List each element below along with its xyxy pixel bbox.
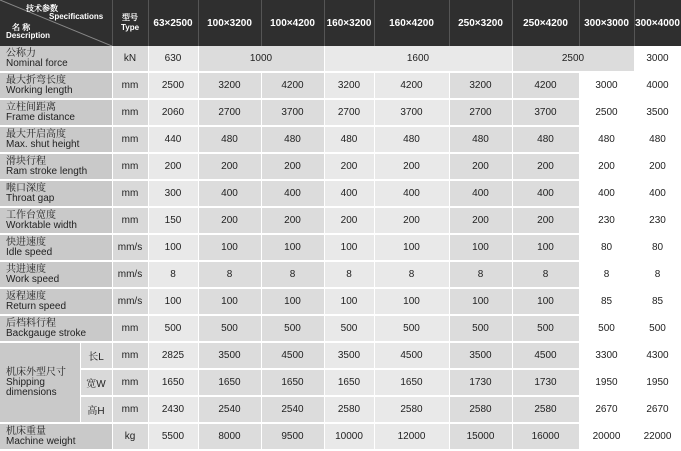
row-name: [0, 126, 112, 153]
table-cell: 4200: [374, 72, 449, 99]
table-cell: 480: [512, 126, 579, 153]
table-row: [0, 180, 681, 207]
table-cell: 12000: [374, 423, 449, 450]
table-cell: 3500: [324, 342, 374, 369]
row-name-cn: 滑块行程: [6, 155, 46, 167]
table-cell: 16000: [512, 423, 579, 450]
row-name: [0, 288, 112, 315]
header-corner: [0, 0, 112, 46]
row-name-en: Idle speed: [6, 246, 53, 258]
model-header: 63×2500: [148, 0, 198, 46]
table-cell: 4200: [261, 72, 324, 99]
table-cell: 200: [449, 153, 512, 180]
table-cell: 100: [449, 288, 512, 315]
row-unit: mm: [112, 396, 148, 423]
row-name-en: Nominal force: [6, 57, 68, 69]
table-cell: 4500: [512, 342, 579, 369]
row-name-en: Worktable width: [6, 219, 77, 231]
table-cell: 440: [148, 126, 198, 153]
table-cell: 200: [634, 153, 681, 180]
table-cell: 100: [148, 234, 198, 261]
specifications-label: Specifications: [49, 12, 104, 21]
table-cell: 630: [148, 46, 198, 72]
table-cell: 1650: [374, 369, 449, 396]
table-cell: 80: [634, 234, 681, 261]
row-name-en: Max. shut height: [6, 138, 80, 150]
row-name-en: Work speed: [6, 273, 60, 285]
table-cell: 300: [148, 180, 198, 207]
table-cell: 1730: [449, 369, 512, 396]
table-cell: 1650: [198, 369, 261, 396]
table-cell: 400: [198, 180, 261, 207]
row-name: [0, 72, 112, 99]
row-name-cn: 公称力: [6, 47, 36, 59]
table-row: [0, 46, 681, 72]
row-name-en: Ram stroke length: [6, 165, 88, 177]
row-name: [0, 423, 112, 450]
table-cell: 2500: [579, 99, 634, 126]
table-cell: 100: [324, 234, 374, 261]
table-cell: 3200: [449, 72, 512, 99]
table-cell: 200: [374, 207, 449, 234]
table-cell: 2580: [449, 396, 512, 423]
row-name: [0, 342, 80, 423]
row-sub-label: 高H: [80, 396, 112, 423]
row-name-cn: 立柱间距离: [6, 101, 56, 113]
row-name-en: Shipping: [6, 376, 45, 388]
table-cell: 1730: [512, 369, 579, 396]
table-cell: 3700: [374, 99, 449, 126]
table-cell: 100: [374, 234, 449, 261]
row-name-en: Working length: [6, 84, 73, 96]
header-row: [0, 0, 681, 46]
row-sub-label: 长L: [80, 342, 112, 369]
row-name: [0, 207, 112, 234]
table-cell: 500: [198, 315, 261, 342]
table-cell: 100: [261, 234, 324, 261]
table-cell: 400: [374, 180, 449, 207]
row-unit: mm: [112, 207, 148, 234]
table-cell: 500: [449, 315, 512, 342]
table-cell: 480: [374, 126, 449, 153]
table-cell: 8: [449, 261, 512, 288]
row-unit: mm/s: [112, 261, 148, 288]
table-cell: 2580: [512, 396, 579, 423]
table-cell: 500: [148, 315, 198, 342]
row-name-en: Machine weight: [6, 435, 76, 447]
table-cell: 100: [261, 288, 324, 315]
table-cell: 3700: [261, 99, 324, 126]
table-cell: 4300: [634, 342, 681, 369]
row-name-en: Return speed: [6, 300, 67, 312]
row-name-cn: 最大折弯长度: [6, 74, 66, 86]
table-cell: 200: [261, 153, 324, 180]
table-cell: 2670: [634, 396, 681, 423]
table-row: [0, 234, 681, 261]
row-name-cn: 快进速度: [6, 236, 46, 248]
table-cell: 2540: [261, 396, 324, 423]
row-name: [0, 180, 112, 207]
table-cell: 8: [634, 261, 681, 288]
model-header: 160×3200: [324, 0, 374, 46]
table-cell: 2825: [148, 342, 198, 369]
table-cell: 3500: [634, 99, 681, 126]
table-cell: 480: [579, 126, 634, 153]
table-cell: 200: [374, 153, 449, 180]
row-unit: mm/s: [112, 288, 148, 315]
table-cell: 230: [634, 207, 681, 234]
table-cell: 10000: [324, 423, 374, 450]
table-cell: 3200: [198, 72, 261, 99]
row-unit: kN: [112, 46, 148, 72]
table-cell: 200: [198, 153, 261, 180]
table-row: [0, 261, 681, 288]
table-cell: 9500: [261, 423, 324, 450]
row-name-cn: 喉口深度: [6, 182, 46, 194]
table-cell: 2700: [324, 99, 374, 126]
table-cell: 3000: [579, 72, 634, 99]
table-cell: 22000: [634, 423, 681, 450]
table-cell: 3500: [449, 342, 512, 369]
table-cell: 3300: [579, 342, 634, 369]
table-cell: 200: [324, 153, 374, 180]
model-header: 250×3200: [449, 0, 512, 46]
type-header: [112, 0, 148, 46]
table-cell: 480: [324, 126, 374, 153]
table-cell: 85: [579, 288, 634, 315]
tech-params-label: 技术参数: [26, 4, 58, 13]
table-cell: 400: [261, 180, 324, 207]
table-cell: 400: [324, 180, 374, 207]
table-cell: 200: [579, 153, 634, 180]
table-cell: 500: [512, 315, 579, 342]
table-row: [0, 288, 681, 315]
table-cell: 100: [512, 234, 579, 261]
row-name-cn: 共进速度: [6, 263, 46, 275]
name-cn-label: 名 称: [12, 23, 31, 32]
table-cell: 5500: [148, 423, 198, 450]
row-name-cn: 最大开启高度: [6, 128, 66, 140]
row-unit: mm: [112, 180, 148, 207]
table-cell: 200: [198, 207, 261, 234]
table-cell: 500: [324, 315, 374, 342]
row-unit: mm: [112, 126, 148, 153]
table-row: [0, 72, 681, 99]
table-cell: 100: [374, 288, 449, 315]
table-row: [0, 99, 681, 126]
row-name-cn: 机床外型尺寸: [6, 366, 66, 378]
table-cell: 2700: [198, 99, 261, 126]
table-cell: 100: [198, 234, 261, 261]
row-unit: kg: [112, 423, 148, 450]
table-row: [0, 396, 681, 423]
table-cell: 1650: [261, 369, 324, 396]
row-name: [0, 99, 112, 126]
table-cell: 2540: [198, 396, 261, 423]
table-cell: 400: [449, 180, 512, 207]
row-name-en: dimensions: [6, 386, 57, 398]
table-cell: 8: [198, 261, 261, 288]
model-header: 300×4000: [634, 0, 681, 46]
table-cell: 3500: [198, 342, 261, 369]
row-name-cn: 返程速度: [6, 290, 46, 302]
row-name: [0, 153, 112, 180]
row-unit: mm: [112, 153, 148, 180]
table-cell: 200: [324, 207, 374, 234]
table-cell: 500: [374, 315, 449, 342]
table-cell: 200: [512, 207, 579, 234]
table-cell: 3000: [634, 46, 681, 72]
table-cell: 80: [579, 234, 634, 261]
table-cell: 8: [512, 261, 579, 288]
table-cell: 200: [512, 153, 579, 180]
table-row: [0, 423, 681, 450]
row-name: [0, 234, 112, 261]
table-cell: 400: [634, 180, 681, 207]
table-cell: 4500: [374, 342, 449, 369]
table-cell: 1600: [324, 46, 512, 72]
table-cell: 8: [261, 261, 324, 288]
table-cell: 500: [579, 315, 634, 342]
table-cell: 200: [449, 207, 512, 234]
row-name-cn: 工作台宽度: [6, 209, 56, 221]
row-unit: mm: [112, 315, 148, 342]
table-cell: 100: [198, 288, 261, 315]
table-cell: 100: [512, 288, 579, 315]
table-cell: 230: [579, 207, 634, 234]
table-cell: 500: [261, 315, 324, 342]
table-cell: 8000: [198, 423, 261, 450]
model-header: 300×3000: [579, 0, 634, 46]
table-cell: 20000: [579, 423, 634, 450]
model-header: 100×3200: [198, 0, 261, 46]
table-row: [0, 315, 681, 342]
table-cell: 1650: [148, 369, 198, 396]
table-cell: 480: [261, 126, 324, 153]
table-cell: 100: [148, 288, 198, 315]
model-header: 250×4200: [512, 0, 579, 46]
table-cell: 15000: [449, 423, 512, 450]
table-row: [0, 153, 681, 180]
table-cell: 400: [579, 180, 634, 207]
table-cell: 100: [449, 234, 512, 261]
row-unit: mm: [112, 72, 148, 99]
row-name-cn: 后档料行程: [6, 317, 56, 329]
table-cell: 4500: [261, 342, 324, 369]
table-cell: 8: [324, 261, 374, 288]
row-unit: mm: [112, 342, 148, 369]
table-cell: 200: [261, 207, 324, 234]
row-name: [0, 46, 112, 72]
table-cell: 400: [512, 180, 579, 207]
table-row: [0, 207, 681, 234]
table-cell: 2060: [148, 99, 198, 126]
row-name-cn: 机床重量: [6, 425, 46, 437]
type-en: Type: [120, 23, 140, 32]
table-cell: 1950: [579, 369, 634, 396]
model-header: 160×4200: [374, 0, 449, 46]
row-unit: mm: [112, 369, 148, 396]
table-row: [0, 126, 681, 153]
table-cell: 3200: [324, 72, 374, 99]
table-cell: 2500: [148, 72, 198, 99]
table-cell: 500: [634, 315, 681, 342]
table-cell: 480: [449, 126, 512, 153]
table-cell: 2500: [512, 46, 634, 72]
table-cell: 85: [634, 288, 681, 315]
row-unit: mm/s: [112, 234, 148, 261]
table-cell: 480: [198, 126, 261, 153]
table-cell: 8: [148, 261, 198, 288]
row-sub-label: 宽W: [80, 369, 112, 396]
type-cn: 型号: [122, 13, 138, 22]
table-cell: 2700: [449, 99, 512, 126]
row-unit: mm: [112, 99, 148, 126]
row-name-en: Throat gap: [6, 192, 55, 204]
row-name: [0, 315, 112, 342]
description-label: Description: [6, 31, 51, 40]
table-cell: 3700: [512, 99, 579, 126]
table-cell: 200: [148, 153, 198, 180]
table-cell: 8: [374, 261, 449, 288]
table-cell: 1950: [634, 369, 681, 396]
table-cell: 2430: [148, 396, 198, 423]
table-row: [0, 342, 681, 369]
table-cell: 2580: [324, 396, 374, 423]
table-cell: 1650: [324, 369, 374, 396]
model-header: 100×4200: [261, 0, 324, 46]
table-cell: 2670: [579, 396, 634, 423]
table-cell: 4200: [512, 72, 579, 99]
table-cell: 150: [148, 207, 198, 234]
row-name: [0, 261, 112, 288]
row-name-en: Backgauge stroke: [6, 327, 87, 339]
table-cell: 8: [579, 261, 634, 288]
table-row: [0, 369, 681, 396]
table-cell: 4000: [634, 72, 681, 99]
table-cell: 480: [634, 126, 681, 153]
table-cell: 2580: [374, 396, 449, 423]
row-name-en: Frame distance: [6, 111, 75, 123]
table-cell: 100: [324, 288, 374, 315]
table-cell: 1000: [198, 46, 324, 72]
